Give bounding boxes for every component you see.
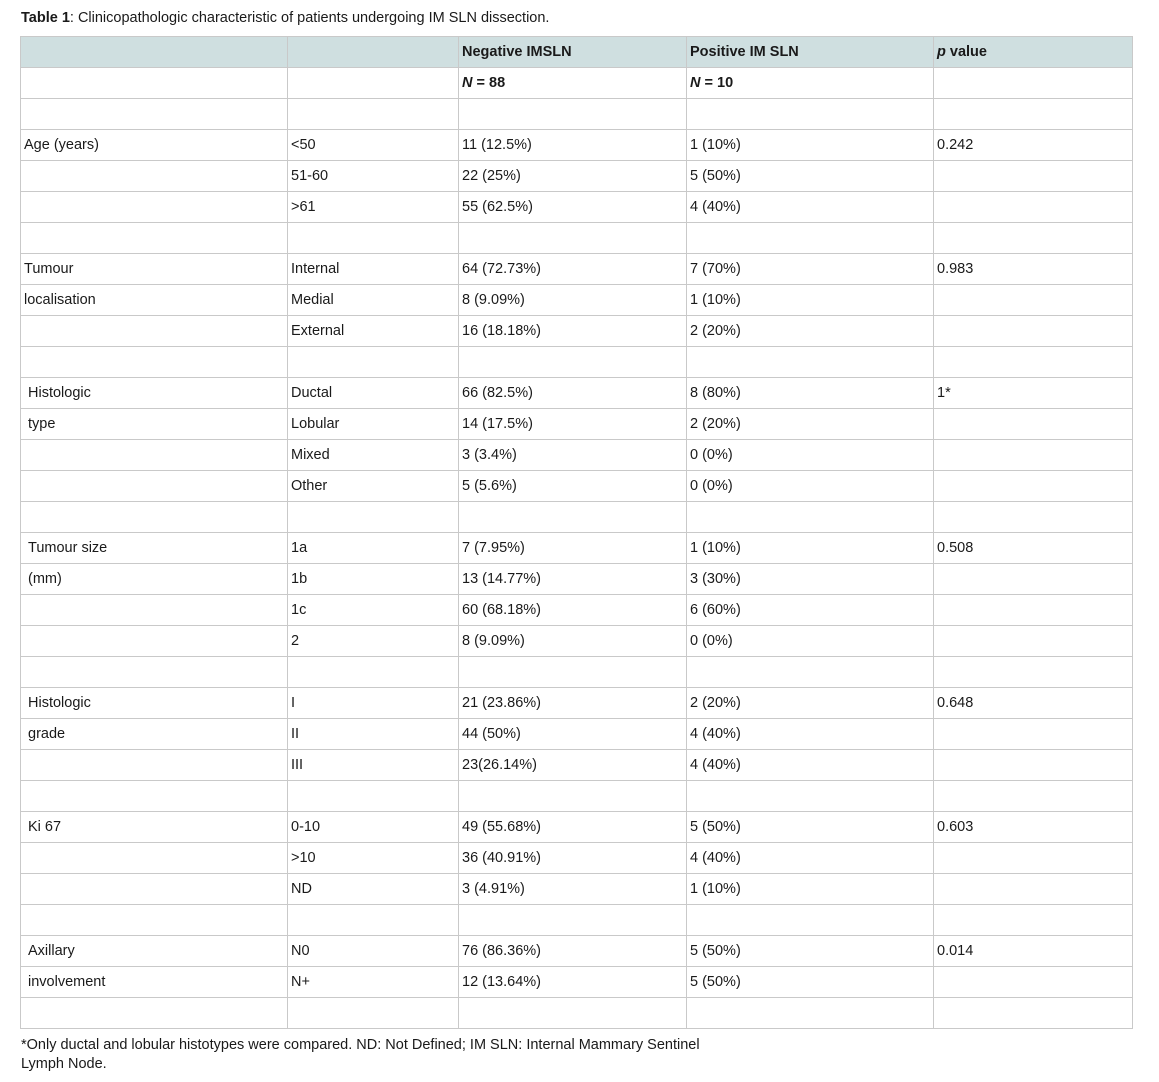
positive-imsln-cell: 1 (10%)	[687, 285, 934, 316]
category-cell: 2	[288, 626, 459, 657]
table-row	[21, 812, 1133, 843]
p-value-cell	[934, 347, 1133, 378]
negative-imsln-cell	[459, 99, 687, 130]
category-cell: Lobular	[288, 409, 459, 440]
category-cell	[288, 347, 459, 378]
p-value-cell	[934, 998, 1133, 1029]
table-row	[21, 843, 1133, 874]
p-value-cell	[934, 657, 1133, 688]
negative-imsln-cell: 60 (68.18%)	[459, 595, 687, 626]
table-cell	[21, 68, 288, 99]
table-row	[21, 657, 1133, 688]
characteristic-cell: Histologic	[21, 378, 288, 409]
table-row	[21, 533, 1133, 564]
p-value-cell: 0.983	[934, 254, 1133, 285]
negative-imsln-cell	[459, 905, 687, 936]
negative-imsln-cell: 55 (62.5%)	[459, 192, 687, 223]
table-cell	[288, 68, 459, 99]
negative-imsln-cell: 16 (18.18%)	[459, 316, 687, 347]
category-cell: ND	[288, 874, 459, 905]
n-italic: N	[690, 75, 701, 91]
negative-imsln-cell: 22 (25%)	[459, 161, 687, 192]
category-cell: >10	[288, 843, 459, 874]
p-value-cell	[934, 781, 1133, 812]
positive-imsln-cell: 1 (10%)	[687, 130, 934, 161]
positive-imsln-cell: 4 (40%)	[687, 750, 934, 781]
table-row	[21, 936, 1133, 967]
negative-imsln-cell	[459, 347, 687, 378]
characteristic-cell	[21, 440, 288, 471]
negative-imsln-cell: 36 (40.91%)	[459, 843, 687, 874]
positive-imsln-cell: 2 (20%)	[687, 409, 934, 440]
positive-imsln-cell: 0 (0%)	[687, 626, 934, 657]
negative-imsln-cell: 76 (86.36%)	[459, 936, 687, 967]
p-value-cell	[934, 471, 1133, 502]
p-value-cell: 0.508	[934, 533, 1133, 564]
negative-imsln-cell	[459, 998, 687, 1029]
p-value-cell: 0.648	[934, 688, 1133, 719]
table-row	[21, 750, 1133, 781]
table-row	[21, 626, 1133, 657]
table-row	[21, 967, 1133, 998]
header-cell-negative-imsln: Negative IMSLN	[459, 37, 687, 68]
table-row	[21, 161, 1133, 192]
positive-imsln-cell	[687, 347, 934, 378]
p-value-cell: 0.014	[934, 936, 1133, 967]
negative-imsln-cell: 3 (3.4%)	[459, 440, 687, 471]
characteristic-cell: Age (years)	[21, 130, 288, 161]
positive-n-value: = 10	[700, 75, 734, 91]
category-cell: <50	[288, 130, 459, 161]
category-cell	[288, 502, 459, 533]
characteristic-cell	[21, 998, 288, 1029]
positive-imsln-cell: 4 (40%)	[687, 192, 934, 223]
p-value-cell	[934, 905, 1133, 936]
characteristic-cell	[21, 905, 288, 936]
category-cell: Medial	[288, 285, 459, 316]
sample-size-row	[21, 68, 1133, 99]
positive-imsln-cell: 4 (40%)	[687, 719, 934, 750]
p-value-cell	[934, 440, 1133, 471]
category-cell: 1b	[288, 564, 459, 595]
negative-n-cell	[459, 68, 687, 99]
negative-imsln-cell	[459, 223, 687, 254]
negative-imsln-cell: 23(26.14%)	[459, 750, 687, 781]
positive-imsln-cell: 1 (10%)	[687, 874, 934, 905]
characteristic-cell: type	[21, 409, 288, 440]
characteristic-cell: localisation	[21, 285, 288, 316]
p-value-cell	[934, 843, 1133, 874]
table-caption	[21, 9, 549, 27]
category-cell: Ductal	[288, 378, 459, 409]
category-cell	[288, 99, 459, 130]
p-value-cell: 0.603	[934, 812, 1133, 843]
characteristic-cell	[21, 161, 288, 192]
positive-imsln-cell: 5 (50%)	[687, 967, 934, 998]
header-cell-positive-imsln: Positive IM SLN	[687, 37, 934, 68]
negative-imsln-cell: 8 (9.09%)	[459, 626, 687, 657]
p-value-cell	[934, 595, 1133, 626]
category-cell	[288, 657, 459, 688]
positive-imsln-cell: 6 (60%)	[687, 595, 934, 626]
table-cell	[934, 68, 1133, 99]
category-cell: Internal	[288, 254, 459, 285]
negative-imsln-cell: 11 (12.5%)	[459, 130, 687, 161]
category-cell	[288, 223, 459, 254]
table-row	[21, 688, 1133, 719]
positive-imsln-cell: 1 (10%)	[687, 533, 934, 564]
positive-imsln-cell: 5 (50%)	[687, 936, 934, 967]
clinicopathologic-table	[20, 36, 1133, 1029]
category-cell: >61	[288, 192, 459, 223]
category-cell: 51-60	[288, 161, 459, 192]
p-value-label: value	[945, 44, 987, 60]
negative-imsln-cell	[459, 657, 687, 688]
table-row	[21, 192, 1133, 223]
positive-imsln-cell: 4 (40%)	[687, 843, 934, 874]
p-value-cell	[934, 502, 1133, 533]
table-row	[21, 564, 1133, 595]
characteristic-cell: Ki 67	[21, 812, 288, 843]
negative-imsln-cell: 3 (4.91%)	[459, 874, 687, 905]
p-value-cell	[934, 223, 1133, 254]
n-italic: N	[462, 75, 473, 91]
negative-imsln-cell: 49 (55.68%)	[459, 812, 687, 843]
category-cell: 1a	[288, 533, 459, 564]
positive-imsln-cell	[687, 781, 934, 812]
characteristic-cell	[21, 874, 288, 905]
p-value-cell	[934, 316, 1133, 347]
p-value-cell	[934, 564, 1133, 595]
characteristic-cell	[21, 502, 288, 533]
table-footnote: *Only ductal and lobular histotypes were compared. ND: Not Defined; IM SLN: Internal Mammary Sentinel Lymph Node.	[21, 1037, 700, 1072]
p-value-cell	[934, 192, 1133, 223]
table-row	[21, 719, 1133, 750]
p-value-cell	[934, 161, 1133, 192]
p-value-cell: 0.242	[934, 130, 1133, 161]
header-cell-category	[288, 37, 459, 68]
positive-imsln-cell	[687, 223, 934, 254]
positive-imsln-cell	[687, 502, 934, 533]
table-row	[21, 595, 1133, 626]
characteristic-cell	[21, 843, 288, 874]
table-row	[21, 502, 1133, 533]
table-caption-text: : Clinicopathologic characteristic of patients undergoing IM SLN dissection.	[69, 10, 550, 26]
table-row	[21, 874, 1133, 905]
positive-imsln-cell: 5 (50%)	[687, 161, 934, 192]
characteristic-cell	[21, 750, 288, 781]
p-value-cell	[934, 626, 1133, 657]
negative-imsln-cell: 14 (17.5%)	[459, 409, 687, 440]
table-row	[21, 378, 1133, 409]
table-row	[21, 471, 1133, 502]
table-row	[21, 409, 1133, 440]
positive-imsln-cell: 8 (80%)	[687, 378, 934, 409]
negative-imsln-cell: 5 (5.6%)	[459, 471, 687, 502]
characteristic-cell	[21, 781, 288, 812]
characteristic-cell: grade	[21, 719, 288, 750]
table-row	[21, 905, 1133, 936]
category-cell: Other	[288, 471, 459, 502]
p-value-cell	[934, 967, 1133, 998]
negative-imsln-cell: 12 (13.64%)	[459, 967, 687, 998]
header-cell-characteristic	[21, 37, 288, 68]
p-italic: p	[937, 44, 946, 60]
table-header-row	[21, 37, 1133, 68]
positive-imsln-cell	[687, 998, 934, 1029]
characteristic-cell	[21, 626, 288, 657]
characteristic-cell: (mm)	[21, 564, 288, 595]
p-value-cell	[934, 285, 1133, 316]
positive-n-cell	[687, 68, 934, 99]
negative-n-value: = 88	[472, 75, 506, 91]
negative-imsln-cell: 66 (82.5%)	[459, 378, 687, 409]
positive-imsln-cell: 0 (0%)	[687, 440, 934, 471]
category-cell: III	[288, 750, 459, 781]
category-cell: 0-10	[288, 812, 459, 843]
negative-imsln-cell: 7 (7.95%)	[459, 533, 687, 564]
characteristic-cell	[21, 657, 288, 688]
characteristic-cell	[21, 347, 288, 378]
category-cell	[288, 781, 459, 812]
characteristic-cell	[21, 595, 288, 626]
positive-imsln-cell: 3 (30%)	[687, 564, 934, 595]
table-row	[21, 99, 1133, 130]
characteristic-cell: involvement	[21, 967, 288, 998]
category-cell	[288, 905, 459, 936]
category-cell: Mixed	[288, 440, 459, 471]
negative-imsln-cell: 8 (9.09%)	[459, 285, 687, 316]
p-value-cell	[934, 719, 1133, 750]
negative-imsln-cell: 64 (72.73%)	[459, 254, 687, 285]
negative-imsln-cell: 13 (14.77%)	[459, 564, 687, 595]
p-value-cell: 1*	[934, 378, 1133, 409]
table-row	[21, 223, 1133, 254]
positive-imsln-cell	[687, 905, 934, 936]
characteristic-cell	[21, 471, 288, 502]
positive-imsln-cell	[687, 657, 934, 688]
characteristic-cell: Histologic	[21, 688, 288, 719]
p-value-cell	[934, 750, 1133, 781]
characteristic-cell: Tumour	[21, 254, 288, 285]
characteristic-cell	[21, 316, 288, 347]
positive-imsln-cell	[687, 99, 934, 130]
category-cell: II	[288, 719, 459, 750]
header-cell-p-value	[934, 37, 1133, 68]
table-row	[21, 285, 1133, 316]
p-value-cell	[934, 409, 1133, 440]
category-cell: 1c	[288, 595, 459, 626]
characteristic-cell: Tumour size	[21, 533, 288, 564]
positive-imsln-cell: 7 (70%)	[687, 254, 934, 285]
characteristic-cell	[21, 99, 288, 130]
table-row	[21, 316, 1133, 347]
p-value-cell	[934, 874, 1133, 905]
table-row	[21, 440, 1133, 471]
positive-imsln-cell: 2 (20%)	[687, 316, 934, 347]
characteristic-cell: Axillary	[21, 936, 288, 967]
category-cell: N0	[288, 936, 459, 967]
p-value-cell	[934, 99, 1133, 130]
category-cell	[288, 998, 459, 1029]
negative-imsln-cell: 44 (50%)	[459, 719, 687, 750]
table-row	[21, 998, 1133, 1029]
table-row	[21, 130, 1133, 161]
negative-imsln-cell	[459, 502, 687, 533]
table-row	[21, 254, 1133, 285]
characteristic-cell	[21, 223, 288, 254]
category-cell: I	[288, 688, 459, 719]
category-cell: External	[288, 316, 459, 347]
positive-imsln-cell: 5 (50%)	[687, 812, 934, 843]
negative-imsln-cell: 21 (23.86%)	[459, 688, 687, 719]
category-cell: N+	[288, 967, 459, 998]
negative-imsln-cell	[459, 781, 687, 812]
positive-imsln-cell: 0 (0%)	[687, 471, 934, 502]
positive-imsln-cell: 2 (20%)	[687, 688, 934, 719]
table-caption-label: Table 1	[21, 10, 70, 26]
table-row	[21, 347, 1133, 378]
characteristic-cell	[21, 192, 288, 223]
table-row	[21, 781, 1133, 812]
table-body	[21, 99, 1133, 1029]
